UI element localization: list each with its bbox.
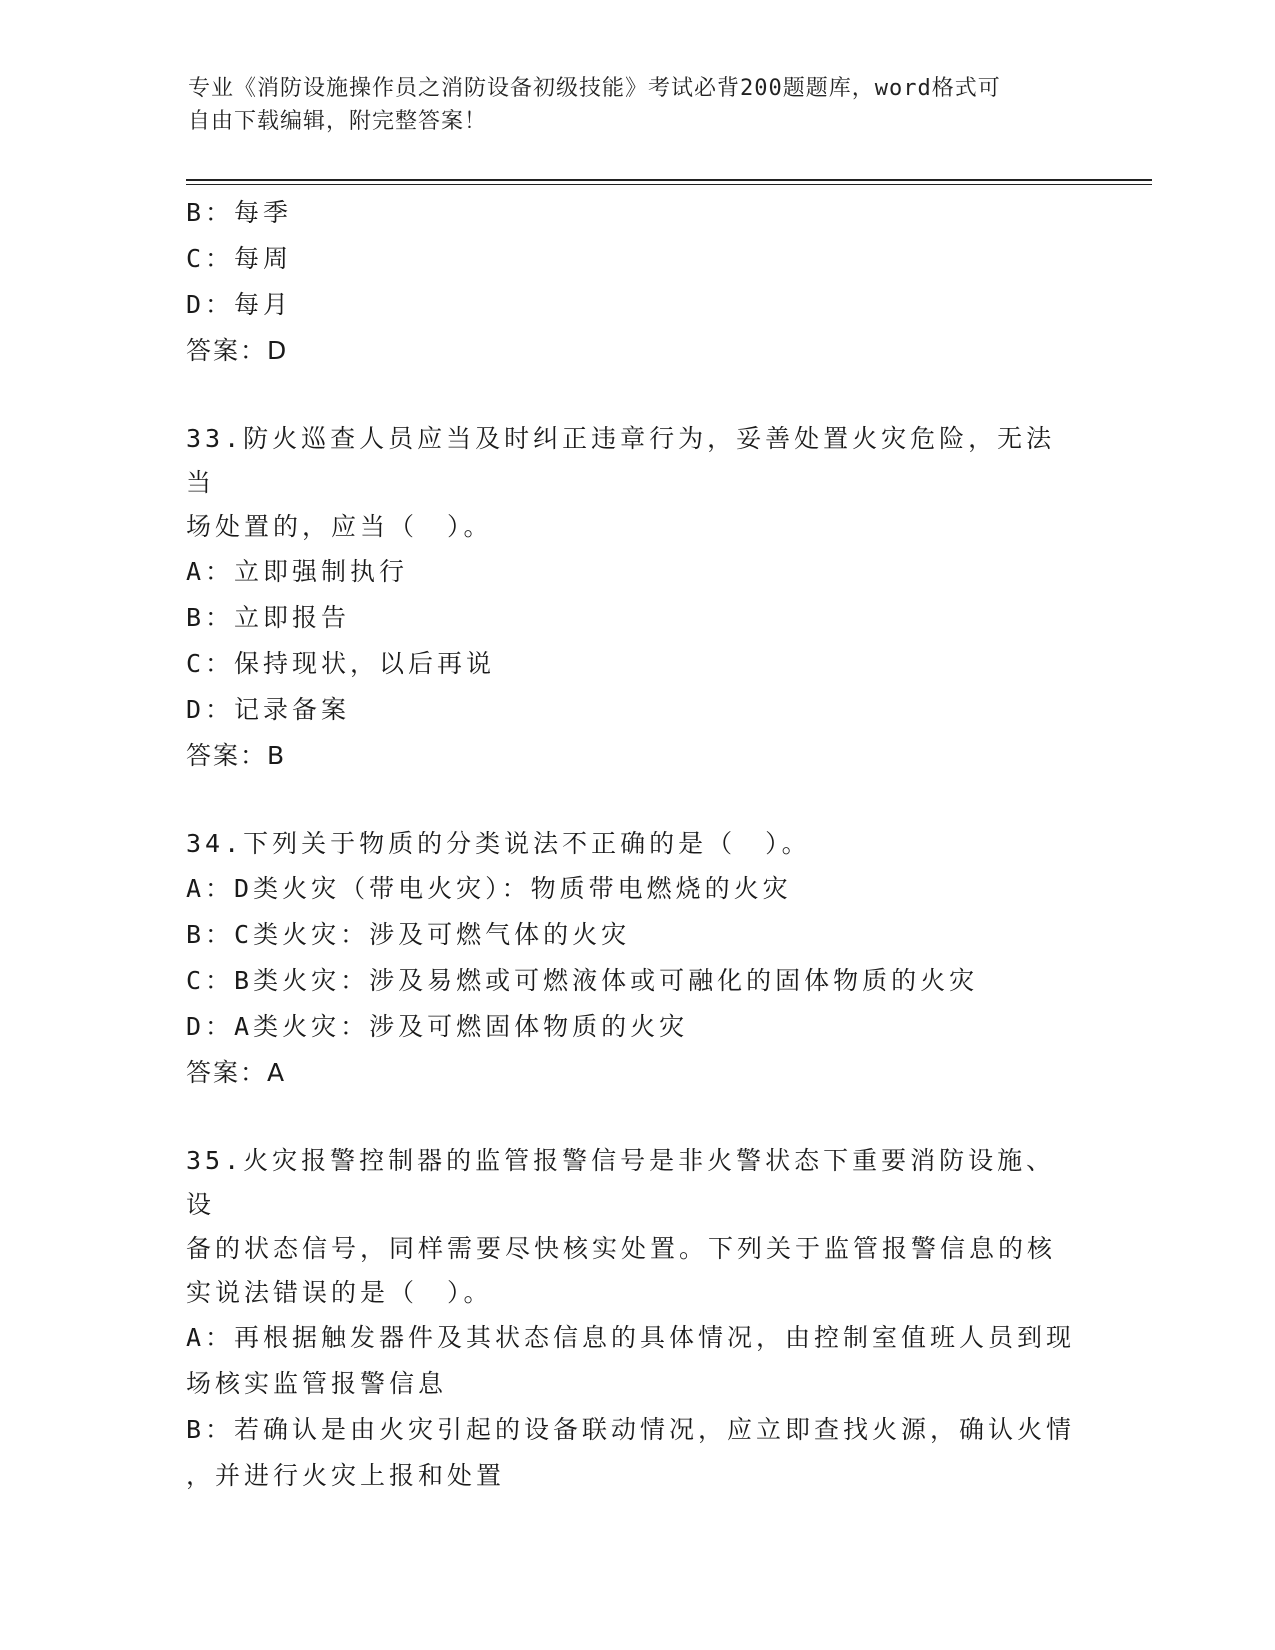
- question-text-line: 实说法错误的是（ ）。: [186, 1278, 493, 1307]
- question-34: [186, 822, 1076, 1096]
- option-a: A：再根据触发器件及其状态信息的具体情况，由控制室值班人员到现: [186, 1323, 1076, 1352]
- question-33: [186, 417, 1076, 779]
- option-c: C：保持现状，以后再说: [186, 649, 496, 678]
- option-a: A：立即强制执行: [186, 557, 409, 586]
- answer-line: 答案：D: [186, 336, 289, 365]
- answer-line: 答案：A: [186, 1058, 287, 1087]
- option-d: D：每月: [186, 290, 293, 319]
- option-c: C：B类火灾：涉及易燃或可燃液体或可融化的固体物质的火灾: [186, 966, 979, 995]
- option-a-continued: 场核实监管报警信息: [186, 1369, 448, 1398]
- option-b: B：若确认是由火灾引起的设备联动情况，应立即查找火源，确认火情: [186, 1415, 1076, 1444]
- option-d: D：A类火灾：涉及可燃固体物质的火灾: [186, 1012, 689, 1041]
- previous-question-tail: [186, 190, 1076, 374]
- question-text-line: 备的状态信号，同样需要尽快核实处置。下列关于监管报警信息的核: [186, 1234, 1057, 1263]
- question-text-line: 33.防火巡查人员应当及时纠正违章行为，妥善处置火灾危险，无法当: [186, 424, 1056, 497]
- option-c: C：每周: [186, 244, 293, 273]
- header-line-1: 专业《消防设施操作员之消防设备初级技能》考试必背200题题库，word格式可: [188, 76, 1001, 101]
- option-b: B：每季: [186, 198, 293, 227]
- option-d: D：记录备案: [186, 695, 351, 724]
- header-divider-thin: [186, 184, 1152, 185]
- answer-line: 答案：B: [186, 741, 287, 770]
- question-text-line: 35.火灾报警控制器的监管报警信号是非火警状态下重要消防设施、设: [186, 1146, 1056, 1219]
- header-divider-thick: [186, 179, 1152, 181]
- option-b: B：C类火灾：涉及可燃气体的火灾: [186, 920, 631, 949]
- option-a: A：D类火灾（带电火灾）：物质带电燃烧的火灾: [186, 874, 792, 903]
- question-text-line: 34.下列关于物质的分类说法不正确的是（ ）。: [186, 829, 811, 858]
- header-line-2: 自由下载编辑，附完整答案！: [188, 109, 488, 134]
- document-body: [186, 190, 1076, 1499]
- page-header: [188, 72, 1068, 138]
- option-b: B：立即报告: [186, 603, 351, 632]
- question-35: [186, 1139, 1076, 1499]
- question-text-line: 场处置的，应当（ ）。: [186, 512, 493, 541]
- option-b-continued: ，并进行火灾上报和处置: [186, 1461, 506, 1490]
